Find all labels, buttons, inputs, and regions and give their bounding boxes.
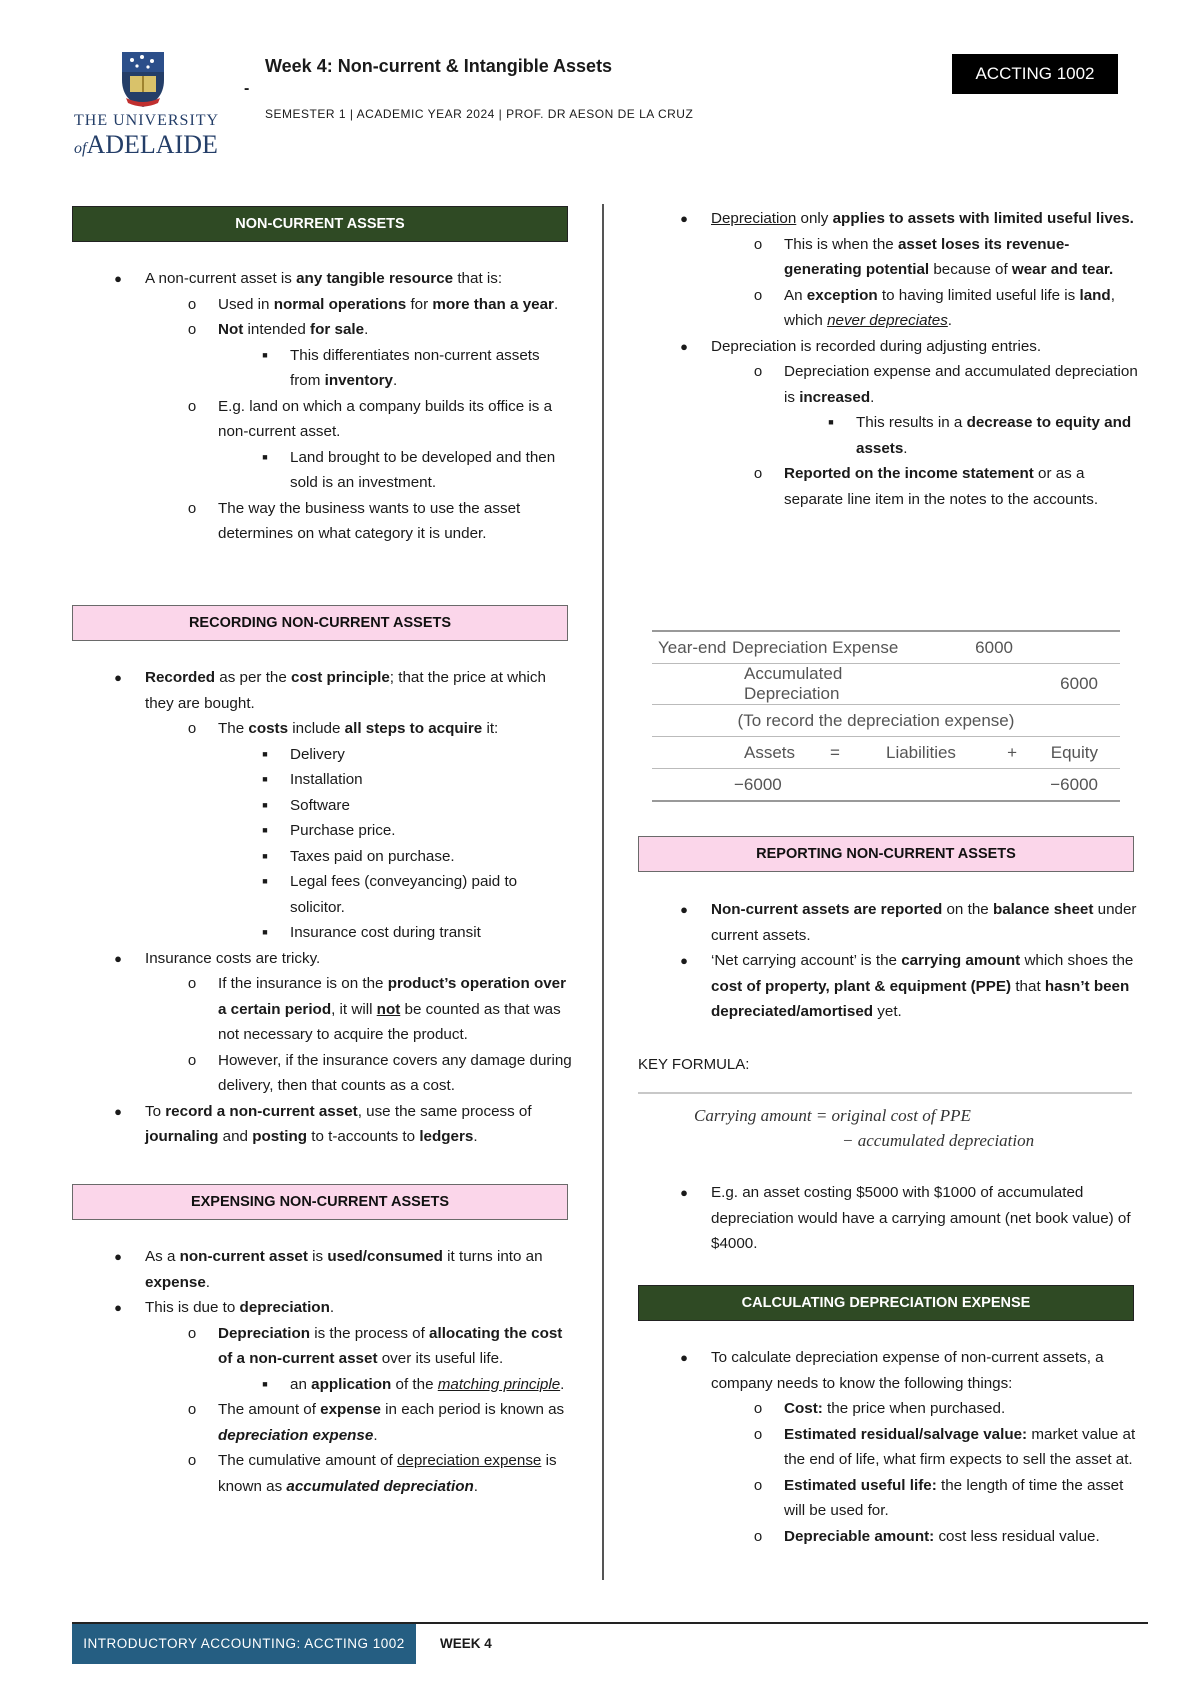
table-row	[652, 737, 1120, 769]
list-item: ● Depreciation is recorded during adjusting entries.	[680, 337, 1042, 355]
list-item: ■ This differentiates non-current assets from inventory.	[262, 346, 540, 389]
list-item: ● This is due to depreciation.	[114, 1299, 335, 1316]
list-item: ● Non-current assets are reported on the balance sheet under current assets.	[680, 901, 1137, 944]
equation-liabilities: Liabilities	[886, 743, 956, 762]
section-header-recording: RECORDING NON-CURRENT ASSETS	[72, 605, 568, 641]
list-item: ■ Legal fees (conveyancing) paid to solicitor.	[262, 873, 518, 916]
depreciation-list	[638, 206, 1138, 512]
journal-credit-amount: 6000	[1060, 674, 1098, 693]
university-logo	[74, 50, 220, 160]
list-item: ● A non-current asset is any tangible resource that is:	[114, 270, 503, 287]
logo-text-university: THE UNIVERSITY	[74, 112, 220, 129]
list-item: o Depreciation expense and accumulated depreciation is increased.	[753, 363, 1138, 406]
list-item: o This is when the asset loses its revenue-generating potential because of wear and tear.	[753, 235, 1114, 278]
equation-assets-change: −6000	[734, 774, 782, 794]
expensing-list	[72, 1244, 572, 1499]
list-item: o Estimated residual/salvage value: market value at the end of life, what firm expects to sell the asset at.	[753, 1425, 1136, 1468]
list-item: o Depreciable amount: cost less residual value.	[753, 1527, 1100, 1545]
formula-line-2: − accumulated depreciation	[842, 1131, 1035, 1150]
section-header-reporting: REPORTING NON-CURRENT ASSETS	[638, 836, 1134, 872]
list-item: ● E.g. an asset costing $5000 with $1000 of accumulated depreciation would have a carrying amount (net book value) of $4000.	[680, 1184, 1131, 1252]
table-row	[652, 664, 1120, 705]
footer-week-label: WEEK 4	[440, 1636, 492, 1651]
equation-assets: Assets	[744, 742, 796, 762]
list-item: ■ Software	[262, 796, 350, 814]
list-item: o The amount of expense in each period is known as depreciation expense.	[187, 1401, 565, 1444]
list-item: ● ‘Net carrying account’ is the carrying amount which shoes the cost of property, plant & equipment (PPE) that hasn’t been depreciated/amortised yet.	[680, 952, 1134, 1020]
list-item: ● Recorded as per the cost principle; that the price at which they are bought.	[114, 669, 546, 712]
column-divider	[602, 204, 604, 1580]
journal-debit-account: Depreciation Expense	[732, 637, 899, 657]
equation-equity: Equity	[1050, 742, 1098, 762]
list-item: o The way the business wants to use the asset determines on what category it is under.	[187, 499, 521, 542]
list-item: ■ an application of the matching principle.	[262, 1375, 565, 1393]
reporting-list	[638, 897, 1138, 1025]
table-row	[652, 769, 1120, 802]
equation-equity-change: −6000	[1050, 774, 1098, 794]
journal-date: Year-end	[658, 637, 727, 657]
list-item: o If the insurance is on the product’s operation over a certain period, it will not be counted as that was not necessary to acquire the product.	[187, 975, 567, 1043]
journal-debit-amount: 6000	[975, 637, 1013, 657]
list-item: ■ Delivery	[262, 745, 345, 763]
formula-line-1: Carrying amount = original cost of PPE	[694, 1106, 971, 1125]
footer-course-label: INTRODUCTORY ACCOUNTING: ACCTING 1002	[72, 1624, 416, 1664]
list-item: o Depreciation is the process of allocating the cost of a non-current asset over its useful life.	[187, 1324, 563, 1367]
list-item: o The cumulative amount of depreciation expense is known as accumulated depreciation.	[187, 1452, 557, 1495]
list-item: ■ Taxes paid on purchase.	[262, 847, 455, 865]
calculating-list	[638, 1345, 1138, 1549]
list-item: ■ Installation	[262, 771, 363, 788]
section-header-noncurrent-assets: NON-CURRENT ASSETS	[72, 206, 568, 242]
recording-list	[72, 665, 572, 1150]
list-item: o However, if the insurance covers any damage during delivery, then that counts as a cost.	[187, 1051, 572, 1094]
journal-entry-table	[652, 630, 1120, 802]
list-item: ● Insurance costs are tricky.	[114, 949, 321, 967]
list-item: o Reported on the income statement or as a separate line item in the notes to the accounts.	[753, 465, 1099, 508]
list-item: ● To calculate depreciation expense of non-current assets, a company needs to know the following things:	[680, 1349, 1104, 1392]
list-item: o E.g. land on which a company builds its office is a non-current asset.	[187, 397, 553, 440]
list-item: o Not intended for sale.	[187, 321, 369, 338]
list-item: ■ This results in a decrease to equity and assets.	[828, 414, 1132, 457]
journal-narration: (To record the depreciation expense)	[737, 710, 1015, 730]
table-row	[652, 631, 1120, 664]
list-item: o Estimated useful life: the length of time the asset will be used for.	[753, 1476, 1124, 1519]
list-item: ● To record a non-current asset, use the same process of journaling and posting to t-accounts to ledgers.	[114, 1102, 532, 1145]
list-item: o Used in normal operations for more than a year.	[187, 295, 559, 313]
title-dash: -	[244, 80, 250, 97]
list-item: ■ Purchase price.	[262, 822, 396, 839]
key-formula-label: KEY FORMULA:	[638, 1056, 750, 1073]
list-item: o Cost: the price when purchased.	[753, 1400, 1006, 1417]
reporting-example-list	[638, 1180, 1138, 1257]
journal-credit-account: Accumulated Depreciation	[744, 664, 843, 703]
list-item: ● As a non-current asset is used/consumed it turns into an expense.	[114, 1248, 543, 1291]
list-item: ■ Insurance cost during transit	[262, 924, 481, 941]
page-subtitle: SEMESTER 1 | ACADEMIC YEAR 2024 | PROF. DR AESON DE LA CRUZ	[265, 107, 694, 121]
list-item: ■ Land brought to be developed and then sold is an investment.	[262, 448, 556, 491]
section-header-expensing: EXPENSING NON-CURRENT ASSETS	[72, 1184, 568, 1220]
course-code-badge: ACCTING 1002	[952, 54, 1118, 94]
table-row	[652, 705, 1120, 737]
list-item: ● Depreciation only applies to assets with limited useful lives.	[680, 210, 1134, 227]
university-crest-icon	[120, 50, 166, 108]
equation-equals: =	[830, 743, 840, 762]
list-item: o An exception to having limited useful life is land, which never depreciates.	[753, 286, 1115, 329]
formula-rule	[638, 1092, 1132, 1094]
noncurrent-assets-list	[72, 266, 572, 547]
equation-plus: +	[1007, 742, 1017, 762]
logo-text-adelaide: ofADELAIDE	[74, 130, 218, 159]
list-item: o The costs include all steps to acquire it:	[187, 720, 499, 737]
page-title: Week 4: Non-current & Intangible Assets	[265, 56, 613, 76]
section-header-calculating: CALCULATING DEPRECIATION EXPENSE	[638, 1285, 1134, 1321]
